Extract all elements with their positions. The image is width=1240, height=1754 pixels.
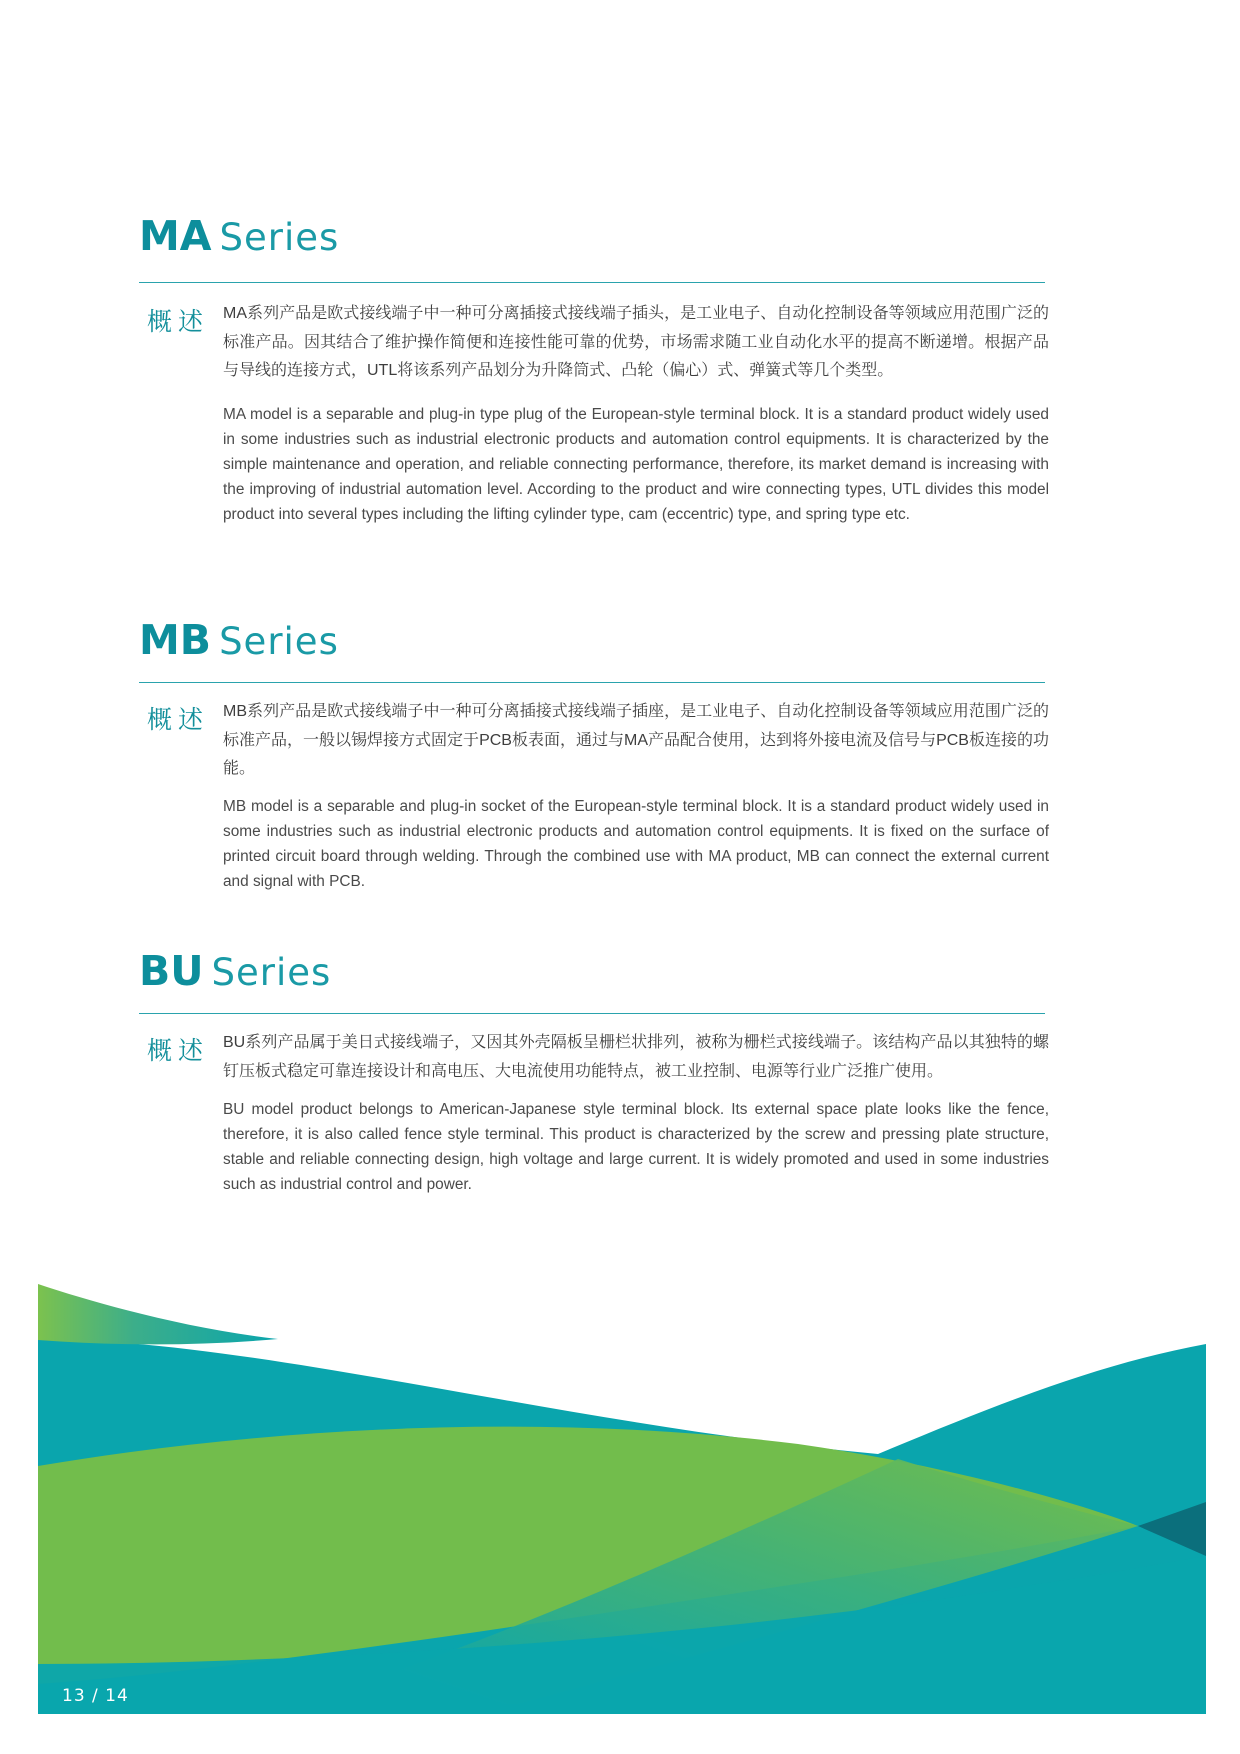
section-divider: [139, 682, 1045, 683]
series-code: MB: [139, 616, 212, 664]
chinese-description: BU系列产品属于美日式接线端子，又因其外壳隔板呈栅栏状排列，被称为栅栏式接线端子。该结构产品以其独特的螺钉压板式稳定可靠连接设计和高电压、大电流使用功能特点，被工业控制、电源等行业广泛推广使用。: [223, 1034, 1049, 1080]
series-word: Series: [219, 620, 339, 663]
mb-section: [139, 616, 1049, 906]
overview-label: 概述: [147, 705, 210, 734]
decorative-wave-graphic: [38, 1284, 1206, 1714]
bu-section: [139, 947, 1049, 1207]
mb-series-title: [139, 616, 1045, 676]
series-code: BU: [139, 947, 204, 995]
section-divider: [139, 282, 1045, 283]
page-number: 13 / 14: [62, 1686, 129, 1706]
series-word: Series: [219, 216, 340, 259]
chinese-description: MB系列产品是欧式接线端子中一种可分离插接式接线端子插座，是工业电子、自动化控制设备等领域应用范围广泛的标准产品，一般以锡焊接方式固定于PCB板表面，通过与MA产品配合使用，达到将外接电流及信号与PCB板连接的功能。: [223, 703, 1049, 777]
overview-label: 概述: [147, 307, 210, 336]
ma-section: [139, 212, 1049, 552]
english-description: BU model product belongs to American-Japanese style terminal block. Its external space plate looks like the fence, therefore, it is also called fence style terminal. This product is characterized by the screw and pressing plate structure, stable and reliable connecting design, high voltage and large current. It is widely promoted and used in some industries such as industrial control and power.: [223, 1101, 1049, 1193]
english-description: MB model is a separable and plug-in socket of the European-style terminal block. It is a standard product widely used in some industries such as industrial electronic products and automation control equipments. It is fixed on the surface of printed circuit board through welding. Through the combined use with MA product, MB can connect the external current and signal with PCB.: [223, 798, 1049, 890]
section-divider: [139, 1013, 1045, 1014]
series-code: MA: [139, 212, 212, 260]
bu-series-title: [139, 947, 1045, 1007]
overview-label: 概述: [147, 1036, 210, 1065]
chinese-description: MA系列产品是欧式接线端子中一种可分离插接式接线端子插头，是工业电子、自动化控制设备等领域应用范围广泛的标准产品。因其结合了维护操作简便和连接性能可靠的优势，市场需求随工业自动化水平的提高不断递增。根据产品与导线的连接方式，UTL将该系列产品划分为升降筒式、凸轮（偏心）式、弹簧式等几个类型。: [223, 305, 1049, 379]
ma-series-title: [139, 212, 1045, 272]
english-description: MA model is a separable and plug-in type plug of the European-style terminal block. It is a standard product widely used in some industries such as industrial electronic products and automation control equipments. It is characterized by the simple maintenance and operation, and reliable connecting performance, therefore, its market demand is increasing with the improving of industrial automation level. According to the product and wire connecting types, UTL divides this model product into several types including the lifting cylinder type, cam (eccentric) type, and spring type etc.: [223, 406, 1049, 523]
series-word: Series: [211, 951, 332, 994]
